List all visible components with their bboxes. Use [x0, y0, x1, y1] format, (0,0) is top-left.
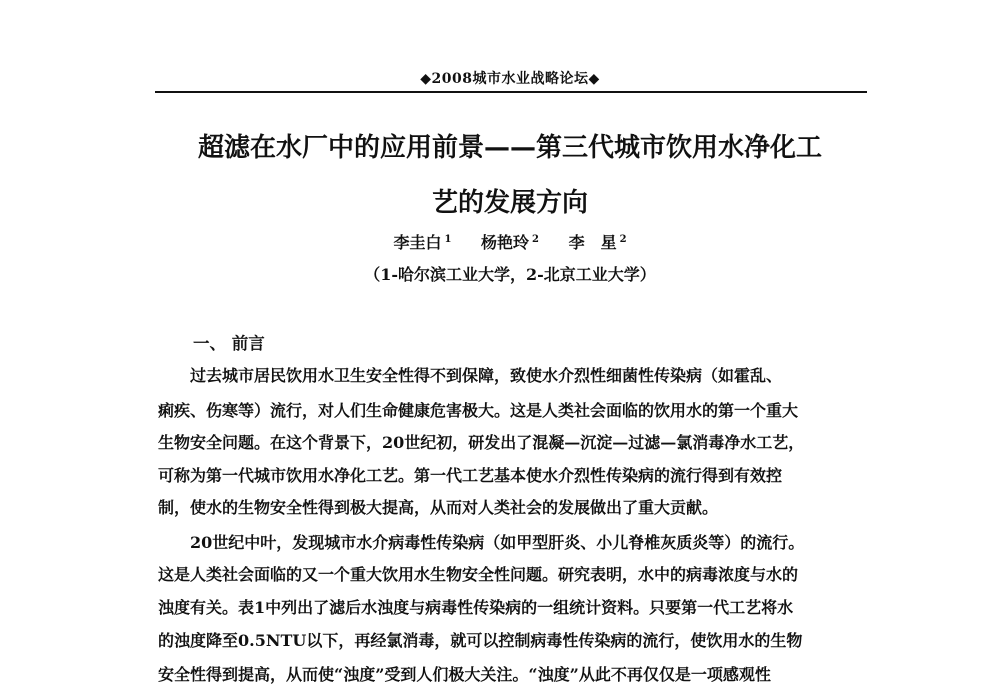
body-text-line: 可称为第一代城市饮用水净化工艺。第一代工艺基本使水介烈性传染病的流行得到有效控 — [158, 466, 783, 485]
running-header: ◆2008城市水业战略论坛◆ — [420, 71, 600, 87]
section-heading: 一、 前言 — [193, 334, 265, 353]
body-text-line: 这是人类社会面临的又一个重大饮用水生物安全性问题。研究表明，水中的病毒浓度与水的 — [158, 565, 799, 584]
header-rule — [155, 91, 867, 93]
author-affiliation-mark: 1 — [444, 233, 452, 245]
author — [569, 233, 627, 252]
author-list — [160, 230, 860, 253]
author-name: 杨艳玲 — [481, 233, 530, 252]
body-text-line: 浊度有关。表1中列出了滤后水浊度与病毒性传染病的一组统计资料。只要第一代工艺将水 — [158, 598, 794, 617]
body-text-line: 20世纪中叶，发现城市水介病毒性传染病（如甲型肝炎、小儿脊椎灰质炎等）的流行。 — [158, 533, 805, 552]
body-text-line: 安全性得到提高，从而使“浊度”受到人们极大关注。“浊度”从此不再仅仅是一项感观性 — [158, 665, 771, 684]
author — [481, 233, 539, 252]
author — [393, 233, 451, 252]
author-affiliation-mark: 2 — [619, 233, 627, 245]
body-text-line: 制，使水的生物安全性得到极大提高，从而对人类社会的发展做出了重大贡献。 — [158, 498, 719, 517]
paper-title-line-1: 超滤在水厂中的应用前景——第三代城市饮用水净化工 — [197, 133, 822, 163]
author-affiliation-mark: 2 — [532, 233, 539, 245]
paper-title-line-2: 艺的发展方向 — [431, 188, 588, 218]
body-text-line: 过去城市居民饮用水卫生安全性得不到保障，致使水介烈性细菌性传染病（如霍乱、 — [158, 366, 783, 385]
author-name: 李圭白 — [393, 233, 442, 252]
author-name: 李 星 — [568, 233, 617, 252]
body-text-line: 生物安全问题。在这个背景下，20世纪初，研发出了混凝—沉淀—过滤—氯消毒净水工艺， — [158, 433, 805, 452]
affiliations: （1-哈尔滨工业大学，2-北京工业大学） — [364, 265, 656, 284]
body-text-line: 的浊度降至0.5NTU以下，再经氯消毒，就可以控制病毒性传染病的流行，使饮用水的生物 — [158, 631, 803, 650]
body-text-line: 痢疾、伤寒等）流行，对人们生命健康危害极大。这是人类社会面临的饮用水的第一个重大 — [158, 401, 799, 420]
